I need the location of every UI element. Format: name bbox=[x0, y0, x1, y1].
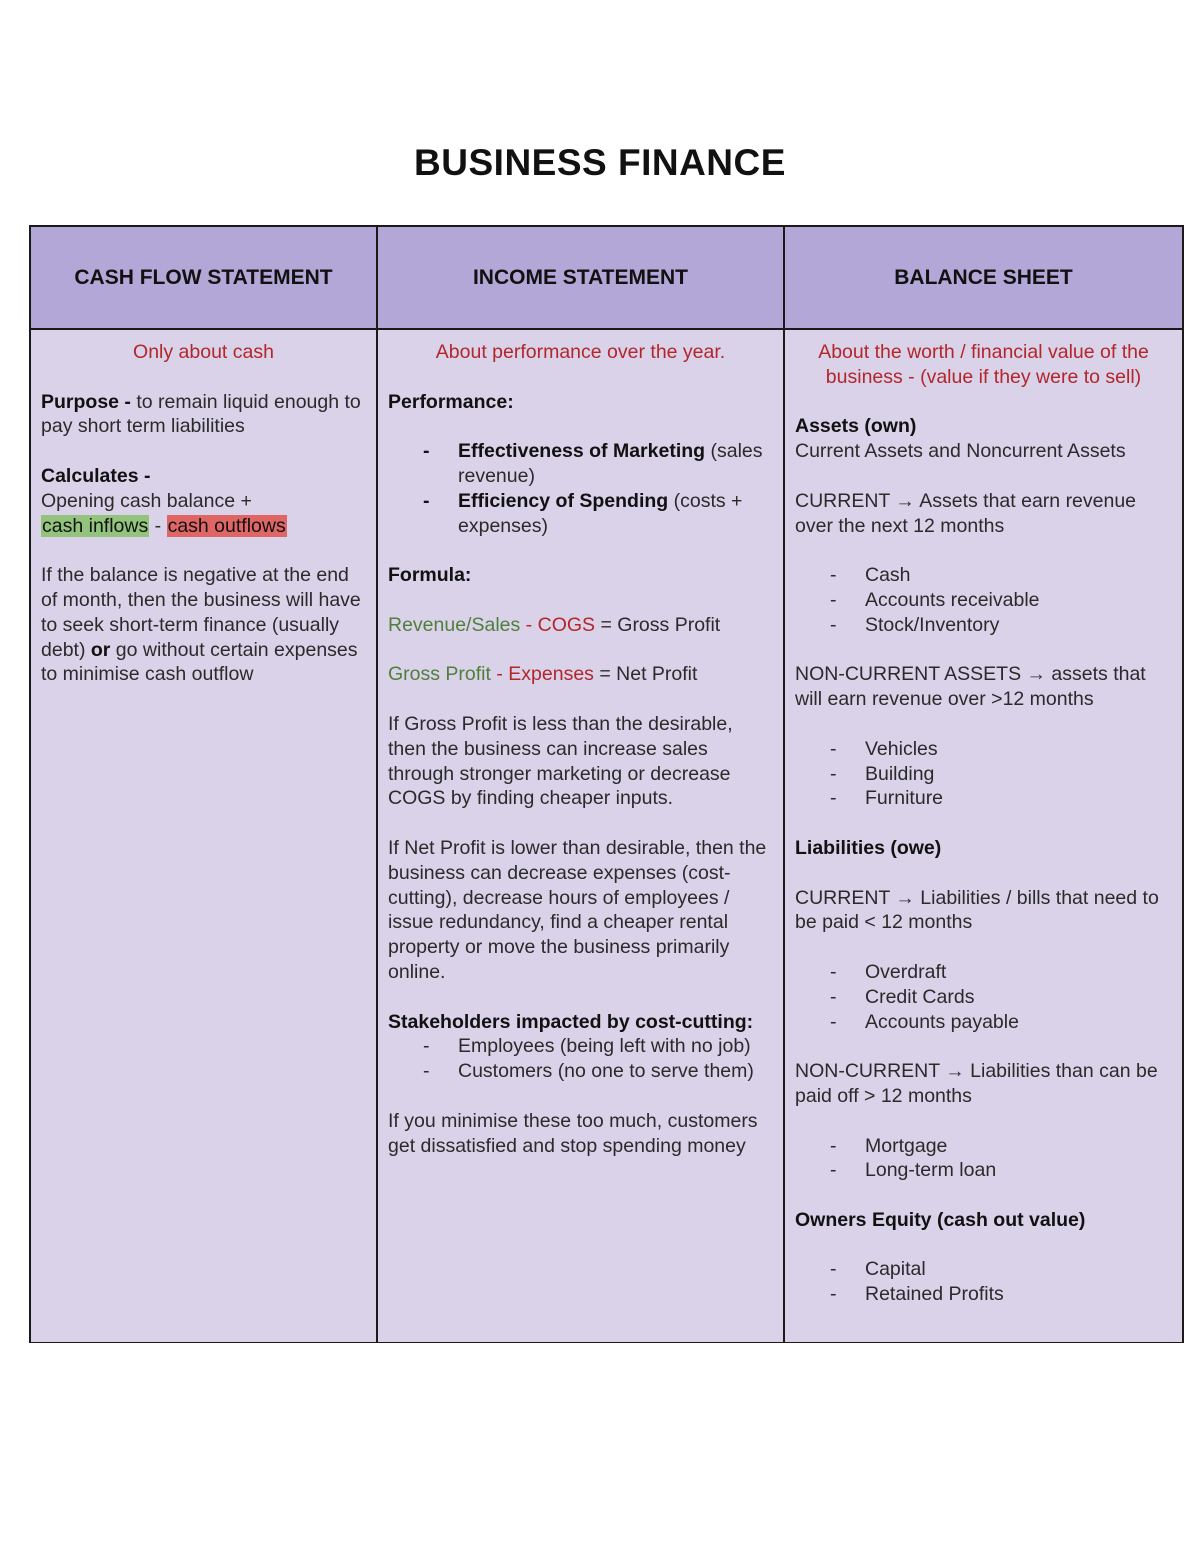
list-item bbox=[795, 1282, 1172, 1307]
dash: - bbox=[830, 613, 837, 636]
cash-outflows-highlight: cash outflows bbox=[167, 514, 286, 537]
list-item-text: Accounts payable bbox=[865, 1010, 1019, 1033]
formula-term: Revenue/Sales bbox=[388, 613, 521, 636]
dash: - bbox=[830, 737, 837, 760]
list-item bbox=[795, 1158, 1172, 1183]
equity-label: Owners Equity (cash out value) bbox=[795, 1208, 1086, 1231]
formula-result: = Gross Profit bbox=[595, 613, 721, 636]
dash: - bbox=[830, 588, 837, 611]
negative-or: or bbox=[90, 638, 111, 661]
list-item-text: Employees (being left with no job) bbox=[458, 1035, 751, 1058]
list-item bbox=[795, 960, 1172, 985]
list-item-text: Stock/Inventory bbox=[865, 613, 1000, 636]
formula-gross-profit bbox=[388, 613, 773, 638]
list-item-text: Mortgage bbox=[865, 1134, 948, 1157]
noncurrent-assets-text: NON-CURRENT ASSETS → assets that will earn revenue over >12 months bbox=[795, 663, 1146, 711]
dash: - bbox=[830, 787, 837, 810]
list-item-text: Cash bbox=[865, 564, 911, 587]
stakeholders-label: Stakeholders impacted by cost-cutting: bbox=[388, 1010, 754, 1033]
formula-term: Gross Profit bbox=[388, 663, 491, 686]
formula-sep: - bbox=[520, 613, 538, 636]
list-item bbox=[388, 1034, 773, 1059]
calc-sep: - bbox=[149, 514, 167, 537]
formula-label: Formula: bbox=[388, 564, 472, 587]
list-item bbox=[795, 985, 1172, 1010]
equity-list bbox=[795, 1257, 1172, 1307]
performance-label: Performance: bbox=[388, 390, 514, 413]
current-liabilities-list bbox=[795, 960, 1172, 1034]
perf-item-bold: Effectiveness of Marketing bbox=[458, 440, 706, 463]
dash: - bbox=[830, 762, 837, 785]
list-item-text: Furniture bbox=[865, 787, 944, 810]
liabilities-label: Liabilities (owe) bbox=[795, 836, 942, 859]
perf-item-bold: Efficiency of Spending bbox=[458, 489, 669, 512]
list-item-text: Overdraft bbox=[865, 960, 947, 983]
balance-cell bbox=[785, 330, 1182, 1342]
calculates-label: Calculates - bbox=[41, 464, 151, 487]
list-item bbox=[795, 1010, 1172, 1035]
formula-result: = Net Profit bbox=[593, 663, 698, 686]
column-header-cash-flow: CASH FLOW STATEMENT bbox=[31, 227, 378, 330]
formula-sep: - bbox=[490, 663, 509, 686]
purpose-paragraph bbox=[41, 390, 366, 440]
net-profit-paragraph: If Net Profit is lower than desirable, then the business can decrease expenses (cost-cutting), decrease hours of employees / issue redundancy, find a cheaper rental property or move the business primarily online. bbox=[388, 836, 767, 983]
list-item bbox=[795, 762, 1172, 787]
page-title: BUSINESS FINANCE bbox=[414, 142, 786, 183]
list-item bbox=[795, 588, 1172, 613]
purpose-text: to remain liquid enough to pay short term liabilities bbox=[41, 390, 361, 438]
negative-text-2: go without certain expenses to minimise cash outflow bbox=[41, 638, 358, 686]
equity-label-line bbox=[795, 1208, 1172, 1233]
list-item bbox=[795, 786, 1172, 811]
dash: - bbox=[830, 1010, 837, 1033]
calc-line-1: Opening cash balance + bbox=[41, 489, 252, 512]
stakeholders-list bbox=[388, 1034, 773, 1084]
formula-net-profit bbox=[388, 662, 773, 687]
stakeholders-label-line bbox=[388, 1010, 773, 1035]
income-subtitle: About performance over the year. bbox=[435, 341, 726, 363]
list-item-text: Retained Profits bbox=[865, 1283, 1004, 1306]
noncurrent-assets-list bbox=[795, 737, 1172, 811]
list-item-text: Building bbox=[865, 762, 935, 785]
current-liabilities-text: CURRENT → Liabilities / bills that need to be paid < 12 months bbox=[795, 886, 1159, 934]
formula-term: Expenses bbox=[508, 663, 594, 686]
calculates-label-line bbox=[41, 464, 366, 489]
list-item-text: Credit Cards bbox=[865, 985, 975, 1008]
minimise-paragraph: If you minimise these too much, customers get dissatisfied and stop spending money bbox=[388, 1109, 758, 1157]
dash: - bbox=[830, 1283, 837, 1306]
dash: - bbox=[423, 489, 430, 512]
dash: - bbox=[830, 1134, 837, 1157]
finance-table bbox=[29, 225, 1184, 1343]
perf-item-text: (sales revenue) bbox=[458, 440, 763, 487]
performance-label-line bbox=[388, 390, 773, 415]
current-assets-list bbox=[795, 563, 1172, 637]
dash: - bbox=[830, 960, 837, 983]
list-item bbox=[795, 1257, 1172, 1282]
list-item bbox=[795, 563, 1172, 588]
assets-label-line bbox=[795, 414, 1172, 439]
balance-subtitle: About the worth / financial value of the business - (value if they were to sell) bbox=[818, 341, 1149, 388]
noncurrent-liabilities-text: NON-CURRENT → Liabilities than can be paid off > 12 months bbox=[795, 1060, 1158, 1107]
dash: - bbox=[830, 564, 837, 587]
negative-balance-paragraph bbox=[41, 563, 366, 687]
dash: - bbox=[423, 440, 430, 463]
list-item bbox=[388, 1059, 773, 1084]
calc-line-2 bbox=[41, 514, 366, 539]
dash: - bbox=[830, 1159, 837, 1182]
noncurrent-liabilities-list bbox=[795, 1134, 1172, 1184]
list-item bbox=[388, 439, 773, 489]
list-item-text: Customers (no one to serve them) bbox=[458, 1060, 754, 1083]
list-item bbox=[795, 737, 1172, 762]
list-item-text: Long-term loan bbox=[865, 1159, 997, 1182]
cash-flow-subtitle: Only about cash bbox=[133, 341, 274, 363]
income-cell bbox=[378, 330, 785, 1342]
assets-text: Current Assets and Noncurrent Assets bbox=[795, 440, 1126, 463]
dash: - bbox=[830, 985, 837, 1008]
dash: - bbox=[423, 1035, 430, 1058]
performance-list bbox=[388, 439, 773, 538]
dash: - bbox=[423, 1060, 430, 1083]
list-item-text: Capital bbox=[865, 1258, 926, 1281]
assets-label: Assets (own) bbox=[795, 415, 917, 438]
perf-item-text: (costs + expenses) bbox=[458, 489, 743, 537]
list-item-text: Vehicles bbox=[865, 737, 938, 760]
negative-text-1: If the balance is negative at the end of month, then the business will have to seek short-term finance (usually debt) bbox=[41, 564, 361, 661]
column-header-balance: BALANCE SHEET bbox=[785, 227, 1182, 330]
current-assets-text: CURRENT → Assets that earn revenue over the next 12 months bbox=[795, 489, 1137, 537]
list-item bbox=[388, 489, 773, 539]
column-header-income: INCOME STATEMENT bbox=[378, 227, 785, 330]
formula-label-line bbox=[388, 563, 773, 588]
formula-term: COGS bbox=[537, 613, 596, 636]
cash-inflows-highlight: cash inflows bbox=[42, 514, 149, 537]
dash: - bbox=[830, 1258, 837, 1281]
purpose-label: Purpose - bbox=[41, 390, 131, 413]
list-item bbox=[795, 613, 1172, 638]
gross-profit-paragraph: If Gross Profit is less than the desirable, then the business can increase sales through stronger marketing or decrease COGS by finding cheaper inputs. bbox=[388, 712, 733, 810]
liabilities-label-line bbox=[795, 836, 1172, 861]
list-item-text: Accounts receivable bbox=[865, 588, 1040, 611]
cash-flow-cell bbox=[31, 330, 378, 1342]
list-item bbox=[795, 1134, 1172, 1159]
